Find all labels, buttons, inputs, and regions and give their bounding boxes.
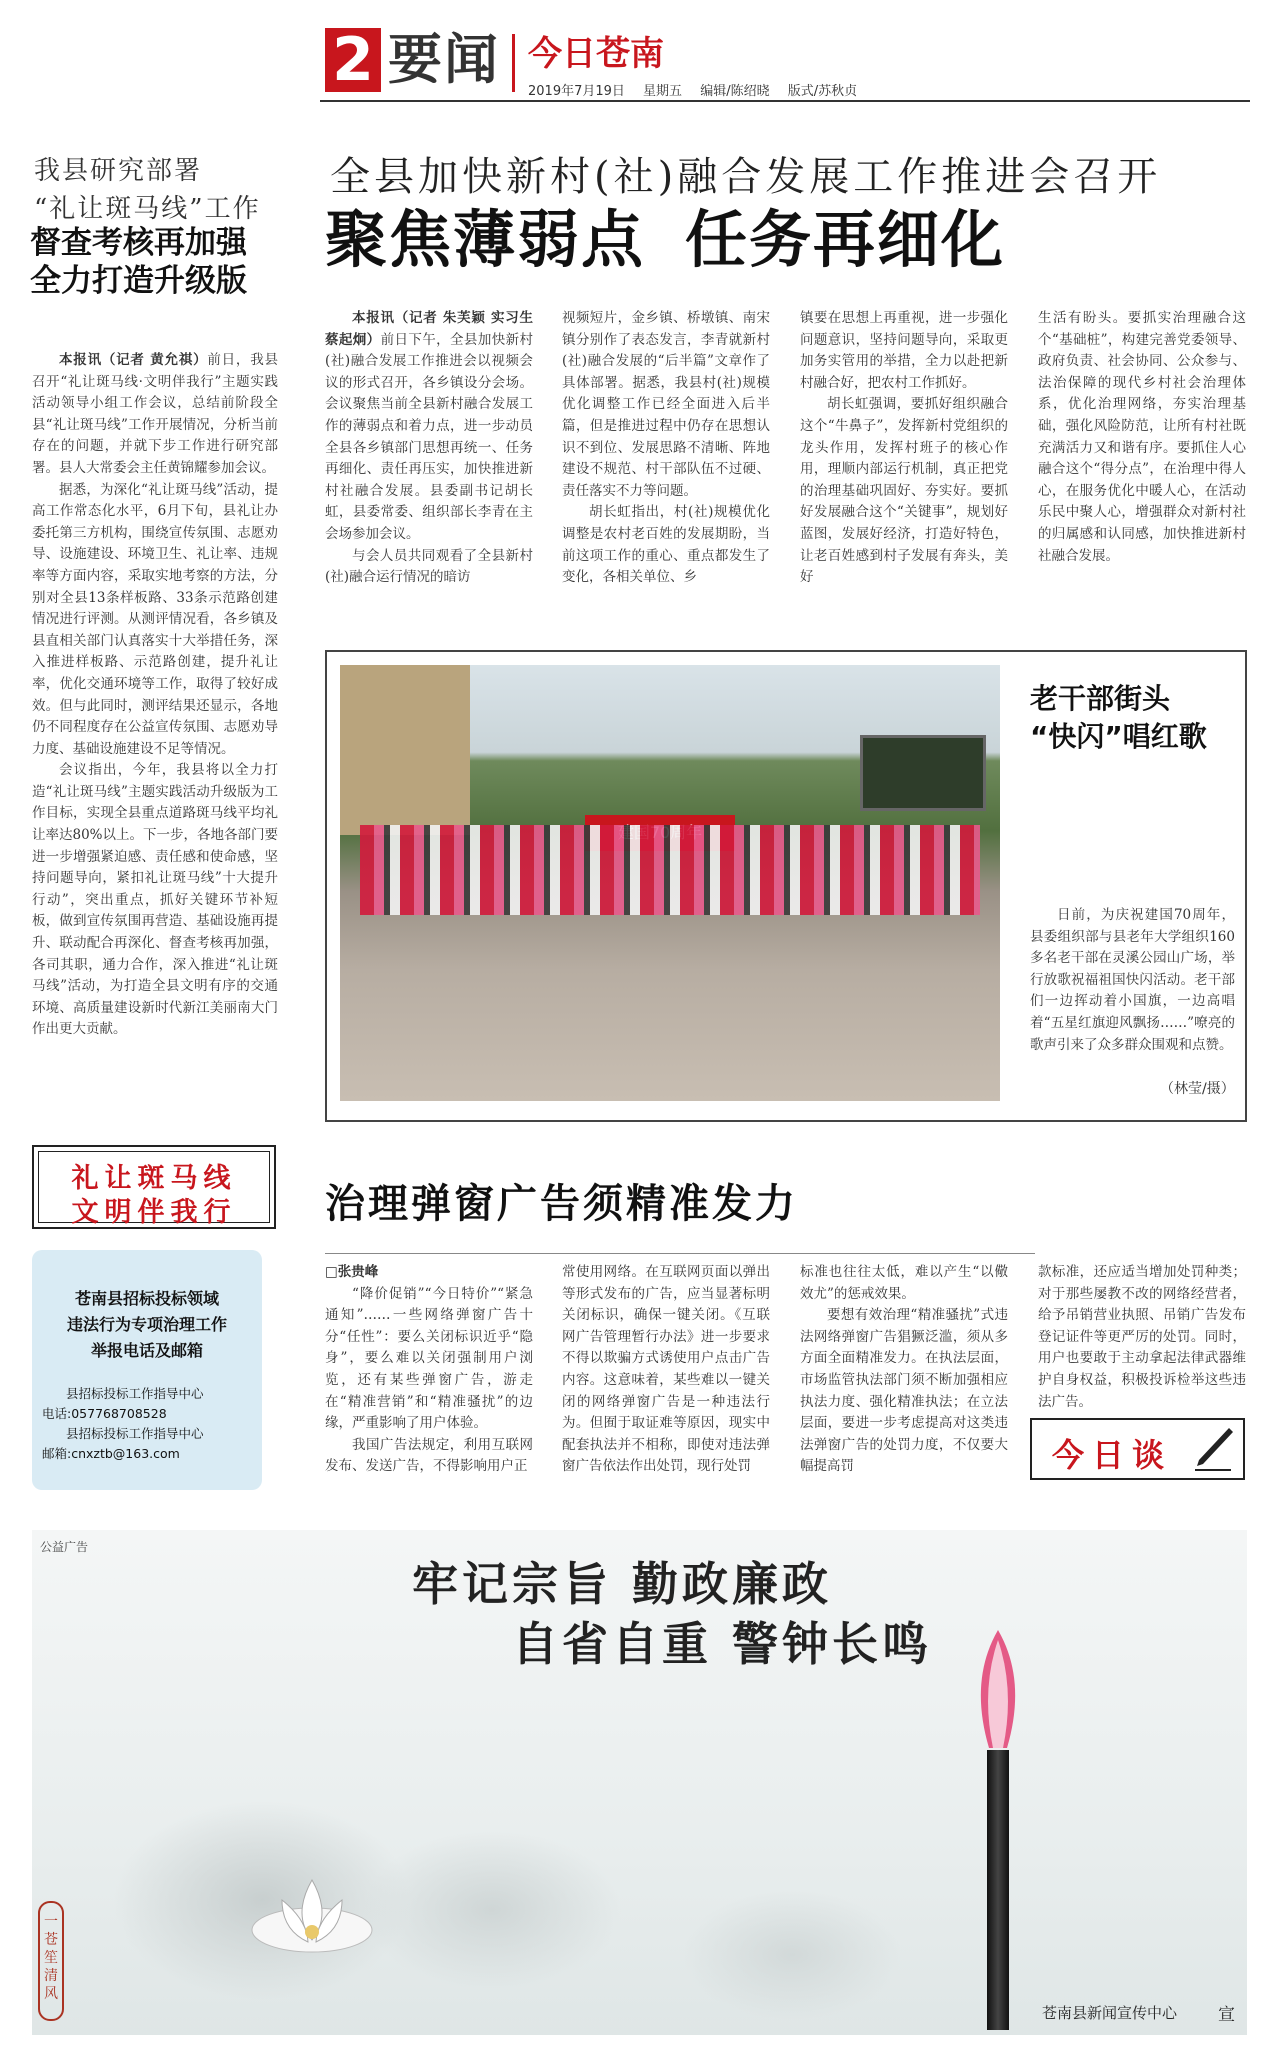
brush-handle (987, 1750, 1009, 2030)
caption-text: 日前，为庆祝建国70周年，县委组织部与县老年大学组织160多名老干部在灵溪公园山广场，举行放歌祝福祖国快闪活动。老干部们一边挥动着小国旗，一边高唱着“五星红旗迎风飘扬……”嘹亮的歌声引来了众多群众围观和点赞。 (1030, 907, 1235, 1053)
paragraph: 胡长虹指出，村(社)规模优化调整是农村老百姓的发展期盼，当前这项工作的重心、重点都发生了变化，各相关单位、乡 (562, 504, 770, 586)
paragraph: 视频短片，金乡镇、桥墩镇、南宋镇分别作了表态发言，李青就新村(社)融合发展的“后半篇”文章作了具体部署。据悉，我县村(社)规模优化调整工作已经全面进入后半篇，但是推进过程中仍存在思想认识不到位、发展思路不清晰、阵地建设不规范、村干部队伍不过硬、责任落实不力等问题。 (562, 310, 770, 499)
main-article-col-1 (325, 308, 533, 638)
paragraph: 生活有盼头。要抓实治理融合这个“基础桩”，构建完善党委领导、政府负责、社会协同、公众参与、法治保障的现代乡村社会治理体系，优化治理网络，夯实治理基础，强化风险防范，让所有村社既充满活力又和谐有序。要抓住人心融合这个“得分点”，在治理中得人心，在服务优化中暖人心，在活动乐民中聚人心，增强群众对新村社的归属感和认同感，加快推进新村社融合发展。 (1038, 310, 1246, 564)
opinion-col-3 (800, 1262, 1008, 1488)
main-article-col-4 (1038, 308, 1246, 638)
main-article-col-3 (800, 308, 1008, 638)
headline-line-1: 督查考核再加强 (30, 225, 247, 261)
section-title: 要闻 (388, 28, 500, 91)
opinion-headline: 治理弹窗广告须精准发力 (325, 1181, 798, 1227)
paragraph: 前日下午，全县加快新村(社)融合发展工作推进会以视频会议的形式召开，各乡镇设分会场。会议聚焦当前全县新村融合发展工作的薄弱点和着力点，进一步动员全县各乡镇部门思想再统一、任务再细化、责任再压实，加快推进新村社融合发展。县委副书记胡长虹，县委常委、组织部长李青在主会场参加会议。 (325, 331, 533, 542)
photo-building (340, 665, 470, 835)
public-service-ad (32, 1530, 1247, 2035)
issue-date: 2019年7月19日 (528, 84, 625, 99)
main-article-headline (325, 190, 1045, 279)
hotline-title-3: 举报电话及邮箱 (90, 1341, 203, 1360)
header-rule (320, 100, 1250, 102)
slogan-inner-frame (38, 1151, 270, 1228)
newspaper-logo: 今日苍南 (528, 34, 664, 74)
hotline-org-2: 县招标投标工作指导中心 (66, 1426, 204, 1441)
left-article-byline: 本报讯（记者 黄允祺） (59, 352, 208, 368)
paragraph: 与会人员共同观看了全县新村(社)融合运行情况的暗访 (325, 547, 533, 586)
photo-story-headline (1030, 680, 1207, 756)
left-article-kicker (34, 152, 261, 228)
opinion-col-4 (1038, 1262, 1246, 1412)
photo-headline-2: “快闪”唱红歌 (1030, 720, 1207, 753)
header-divider (512, 34, 515, 92)
paragraph: 据悉，为深化“礼让斑马线”活动，提高工作常态化水平，6月下旬，县礼让办委托第三方机构，围绕宣传氛围、志愿劝导、设施建设、环境卫生、礼让率、违规率等方面内容，采取实地考察的方法，分别对全县13条样板路、33条示范路创建情况进行评测。从测评情况看，各乡镇及县直相关部门认真落实十大举措任务，深入推进样板路、示范路创建，提升礼让率，优化交通环境等工作，取得了较好成效。但与此同时，测评结果还显示，各地仍不同程度存在公益宣传氛围、志愿劝导力度、基础设施建设不足等情况。 (32, 481, 278, 757)
ad-seal: 宣 (1218, 2005, 1235, 2025)
opinion-col-1 (325, 1262, 533, 1488)
hotline-org-1: 县招标投标工作指导中心 (66, 1386, 204, 1401)
opinion-byline: □张贵峰 (325, 1264, 379, 1280)
ad-organization: 苍南县新闻宣传中心 (1041, 2004, 1177, 2022)
hotline-phone: 电话:057768708528 (42, 1406, 167, 1421)
photo-credit: （林莹/摄） (1160, 1081, 1235, 1097)
page-number: 2 (325, 28, 381, 92)
photo-caption (1030, 905, 1235, 1056)
column-tag-box (1030, 1418, 1245, 1480)
main-article-col-2 (562, 308, 770, 638)
slogan-box (32, 1145, 276, 1229)
opinion-col-2 (562, 1262, 770, 1488)
photo-crowd (360, 825, 980, 915)
hotline-email: 邮箱:cnxztb@163.com (42, 1446, 180, 1461)
paragraph: 胡长虹强调，要抓好组织融合这个“牛鼻子”，发挥新村党组织的龙头作用，发挥村班子的核心作用，理顺内部运行机制，真正把党的治理基础巩固好、夯实好。要抓好发展融合这个“关键事”，规划好蓝图，发展好经济，打造好特色，让老百姓感到村子发展有奔头，美好 (800, 396, 1008, 586)
layout-credit: 版式/苏秋贞 (787, 84, 858, 99)
left-article-headline (30, 224, 247, 300)
issue-info (528, 80, 871, 99)
paragraph: 镇要在思想上再重视，进一步强化问题意识，坚持问题导向，采取更加务实管用的举措，全力以赴把新村融合好，把农村工作抓好。 (800, 310, 1008, 391)
event-photo (340, 665, 1000, 1101)
paragraph: 款标准，还应适当增加处罚种类；对于那些屡教不改的网络经营者，给予吊销营业执照、吊销广告发布登记证件等更严厉的处罚。同时，用户也要敢于主动拿起法律武器维护自身权益，积极投诉检举这些违法广告。 (1038, 1264, 1246, 1410)
ad-vertical-seal: 一苍笙清风 (38, 1901, 64, 2021)
main-article-byline: 本报讯（记者 朱芙颖 实习生 蔡起炯） (325, 310, 533, 348)
paragraph: 前日，我县召开“礼让斑马线·文明伴我行”主题实践活动领导小组工作会议，总结前阶段全县“礼让斑马线”工作开展情况，分析当前存在的问题，并就下步工作进行研究部署。县人大常委会主任黄锦耀参加会议。 (32, 352, 278, 476)
left-article-body (32, 350, 278, 1140)
paragraph: 会议指出，今年，我县将以全力打造“礼让斑马线”主题实践活动升级版为工作目标，实现全县重点道路斑马线平均礼让率达80%以上。下一步，各地各部门要进一步增强紧迫感、责任感和使命感，坚持问题导向，紧扣礼让斑马线”十大提升行动”，突出重点，抓好关键环节补短板，做到宣传氛围再营造、基础设施再提升、联动配合再深化、督查考核再加强，各司其职，通力合作，深入推进“礼让斑马线”活动，为打造全县文明有序的交通环境、高质量建设新时代新江美丽南大门作出更大贡献。 (32, 762, 278, 1038)
hotline-title-1: 苍南县招标投标领域 (74, 1289, 219, 1308)
paragraph: “降价促销”“今日特价”“紧急通知”……一些网络弹窗广告十分“任性”：要么关闭标识近乎“隐身”，要么难以关闭强制用户浏览，还有某些弹窗广告，游走在“精准营销”和“精准骚扰”的边缘，严重影响了用户体验。 (325, 1285, 533, 1432)
opinion-rule (325, 1253, 1035, 1254)
ink-wash-3 (682, 1890, 902, 2020)
ad-slogan-2: 自省自重 警钟长鸣 (512, 1617, 933, 1671)
paragraph: 我国广告法规定，利用互联网发布、发送广告，不得影响用户正 (325, 1436, 533, 1475)
paragraph: 标准也往往太低，难以产生“以儆效尤”的惩戒效果。 (800, 1264, 1008, 1302)
issue-weekday: 星期五 (643, 84, 683, 99)
editor-credit: 编辑/陈绍晓 (700, 84, 770, 99)
photo-headline-1: 老干部街头 (1030, 682, 1171, 715)
headline-line-2: 全力打造升级版 (30, 263, 247, 299)
hotline-title-2: 违法行为专项治理工作 (66, 1315, 227, 1334)
paragraph: 常使用网络。在互联网页面以弹出等形式发布的广告，应当显著标明关闭标识，确保一键关闭。《互联网广告管理暂行办法》进一步要求不得以欺骗方式诱使用户点击广告内容。这意味着，某些难以一键关闭的网络弹窗广告是一种违法行为。但囿于取证难等原因，现实中配套执法并不相称，即使对违法弹窗广告依法作出处罚，现行处罚 (562, 1264, 770, 1475)
ad-tag: 公益广告 (40, 1540, 89, 1554)
slogan-line-2: 文明伴我行 (71, 1197, 237, 1228)
column-tag: 今日谈 (1052, 1436, 1173, 1474)
kicker-line-2: “礼让斑马线”工作 (34, 194, 261, 224)
pen-icon (1191, 1426, 1233, 1472)
lotus-brush-icon (967, 1630, 1029, 1750)
ad-slogan-1: 牢记宗旨 勤政廉政 (412, 1557, 833, 1611)
hotline-title (32, 1286, 262, 1364)
photo-screen (860, 735, 986, 811)
headline-part-1: 聚焦薄弱点 (325, 203, 646, 276)
slogan-line-1: 礼让斑马线 (71, 1163, 237, 1194)
kicker-line-1: 我县研究部署 (34, 156, 203, 186)
main-article-kicker: 全县加快新村(社)融合发展工作推进会召开 (330, 154, 1162, 200)
hotline-box (32, 1250, 262, 1490)
lotus-icon (242, 1860, 382, 1970)
ink-wash-2 (362, 1830, 622, 1990)
paragraph: 要想有效治理“精准骚扰”式违法网络弹窗广告猖獗泛滥，须从多方面全面精准发力。在执法层面，市场监管执法部门须不断加强相应执法力度、强化精准执法；在立法层面，要进一步考虑提高对这类违法弹窗广告的处罚力度，不仅要大幅提高罚 (800, 1307, 1008, 1475)
headline-part-2: 任务再细化 (685, 203, 1006, 276)
